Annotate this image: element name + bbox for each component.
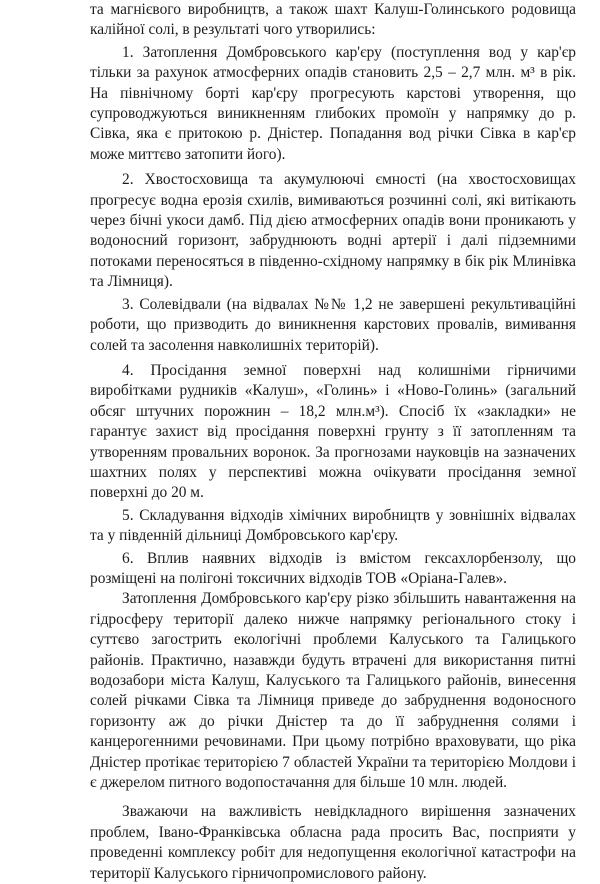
item-6-toxic-waste-paragraph: 6. Вплив наявних відходів із вмістом гексахлорбензолу, що розміщені на полігоні токсичних відходів ТОВ «Оріана-Галев». <box>90 549 576 587</box>
item-2-tailings-paragraph: 2. Хвостосховища та акумулюючі ємності (на хвостосховищах прогресує водна ерозія схилів, вимиваються розчинні солі, які витікають через бічні укоси дамб. Під дією атмосферних опадів вони проникають у водоносний горизонт, забруднюють водні артерії і далі підземними потоками переносяться в південно-східному напрямку в бік рік Млинівка та Лімниця). <box>90 171 576 291</box>
request-paragraph: Зважаючи на важливість невідкладного вирішення зазначених проблем, Івано-Франківська обласна рада просить Вас, посприяти у проведенні комплексу робіт для недопущення екологічної катастрофи на території Калуського гірничопромислового району. <box>90 803 576 882</box>
consequences-paragraph: Затоплення Домбровського кар'єру різко збільшить навантаження на гідросферу території далеко нижче напрямку регіонального стоку і суттєво загострить екологічні проблеми Калуського та Галицького районів. Практично, назавжди будуть втрачені для використання питні водозабори міста Калуш, Калуського та Галицького районів, винесення солей річками Сівка та Лімниця приведе до забруднення водоносного горизонту аж до річки Дністер та до її забруднення солями і канцерогенними речовинами. При цьому потрібно враховувати, що ріка Дністер протікає територією 7 областей України та територією Молдови і є джерелом питного водопостачання для більше 10 млн. людей. <box>90 590 576 792</box>
item-4-subsidence-paragraph: 4. Просідання земної поверхні над колишніми гірничими виробітками рудників «Калуш», «Голинь» і «Ново-Голинь» (загальний обсяг штучних порожнин – 18,2 млн.м³). Спосіб їх «закладки» не гарантує захист від просідання поверхні грунту з її затопленням та утворенням провальних воронок. За прогнозами науковців на зазначених шахтних полях у перспективі можна очікувати просідання земної поверхні до 20 м. <box>90 361 576 502</box>
intro-paragraph: та магнієвого виробництв, а також шахт Калуш-Голинського родовища калійної солі, в результаті чого утворились: <box>90 1 576 39</box>
item-1-flooding-paragraph: 1. Затоплення Домбровського кар'єру (поступлення вод у кар'єр тільки за рахунок атмосферних опадів становить 2,5 – 2,7 млн. м³ в рік. На північному борті кар'єру прогресують карстові утворення, що супроводжуються виникненням глибоких промоїн у напрямку до р. Сівка, яка є притокою р. Дністер. Попадання вод річки Сівка в кар'єр може миттєво затопити його). <box>90 43 576 163</box>
item-5-waste-storage-paragraph: 5. Складування відходів хімічних виробництв у зовнішніх відвалах та у південній дільниці Домбровського кар'єру. <box>90 506 576 545</box>
item-3-salt-dumps-paragraph: 3. Солевідвали (на відвалах №№ 1,2 не завершені рекультиваційні роботи, що призводить до виникнення карстових провалів, вимивання солей та засолення навколишніх територій). <box>90 295 576 354</box>
